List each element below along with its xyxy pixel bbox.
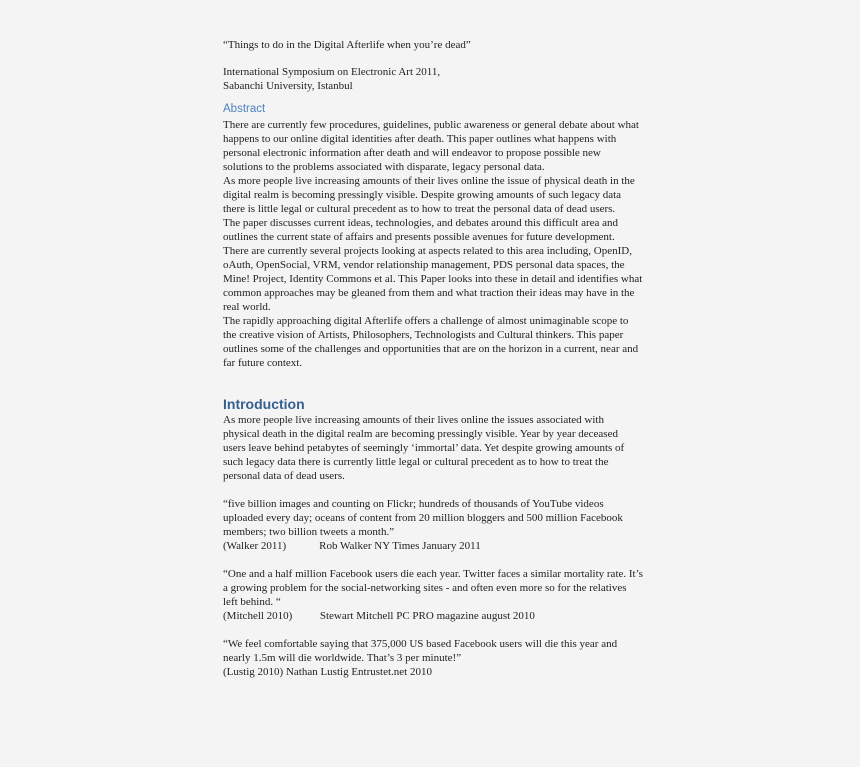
introduction-heading: Introduction <box>223 396 305 412</box>
abstract-paragraph: The rapidly approaching digital Afterlife offers a challenge of almost unimaginable scope to the creative vision of Artists, Philosophers, Technologists and Cultural thinkers. This paper outlines some of the challenges and opportunities that are on the horizon in a current, near and far future context. <box>223 315 639 369</box>
paper-title: “Things to do in the Digital Afterlife when you’re dead” <box>223 39 471 51</box>
abstract-paragraph: There are currently few procedures, guidelines, public awareness or general debate about what happens to our online digital identities after death. This paper outlines what happens with personal electronic information after death and will endeavor to propose possible new solutions to the problems associated with disparate, legacy personal data. <box>223 119 639 173</box>
abstract-paragraph: There are currently several projects looking at aspects related to this area including, OpenID, oAuth, OpenSocial, VRM, vendor relationship management, PDS personal data spaces, the Mine! Project, Identity Commons et al. This Paper looks into these in detail and identifies what common approaches may be gleaned from them and what traction their ideas may have in the real world. <box>223 245 643 313</box>
quote-text: “five billion images and counting on Flickr; hundreds of thousands of YouTube videos uploaded every day; oceans of content from 20 million bloggers and 500 million Facebook members; two billion tweets a month.” <box>223 498 623 538</box>
quote-text: “We feel comfortable saying that 375,000 US based Facebook users will die this year and nearly 1.5m will die worldwide. That’s 3 per minute!” <box>223 638 618 664</box>
venue <box>223 65 643 93</box>
abstract-paragraph: As more people live increasing amounts of their lives online the issue of physical death in the digital realm is becoming pressingly visible. Despite growing amounts of such legacy data there is little legal or cultural precedent as to how to treat the personal data of dead users. <box>223 175 635 215</box>
quote-citation: (Walker 2011) Rob Walker NY Times January 2011 <box>223 540 481 552</box>
quote-citation: (Mitchell 2010) Stewart Mitchell PC PRO magazine august 2010 <box>223 610 535 622</box>
document-body <box>223 38 643 679</box>
quote-text: “One and a half million Facebook users die each year. Twitter faces a similar mortality rate. It’s a growing problem for the social-networking sites - and often even more so for the relatives left behind. “ <box>223 568 643 608</box>
abstract-paragraph: The paper discusses current ideas, technologies, and debates around this difficult area and outlines the current state of affairs and presents possible avenues for future development. <box>223 217 619 243</box>
venue-line: Sabanchi University, Istanbul <box>223 80 353 92</box>
abstract-heading: Abstract <box>223 103 266 115</box>
venue-line: International Symposium on Electronic Art 2011, <box>223 66 441 78</box>
quote-citation: (Lustig 2010) Nathan Lustig Entrustet.net 2010 <box>223 666 432 678</box>
introduction-paragraph: As more people live increasing amounts of their lives online the issues associated with physical death in the digital realm are becoming pressingly visible. Year by year deceased users leave behind petabytes of seemingly ‘immortal’ data. Yet despite growing amounts of such legacy data there is currently little legal or cultural precedent as to how to treat the personal data of dead users. <box>223 414 625 482</box>
